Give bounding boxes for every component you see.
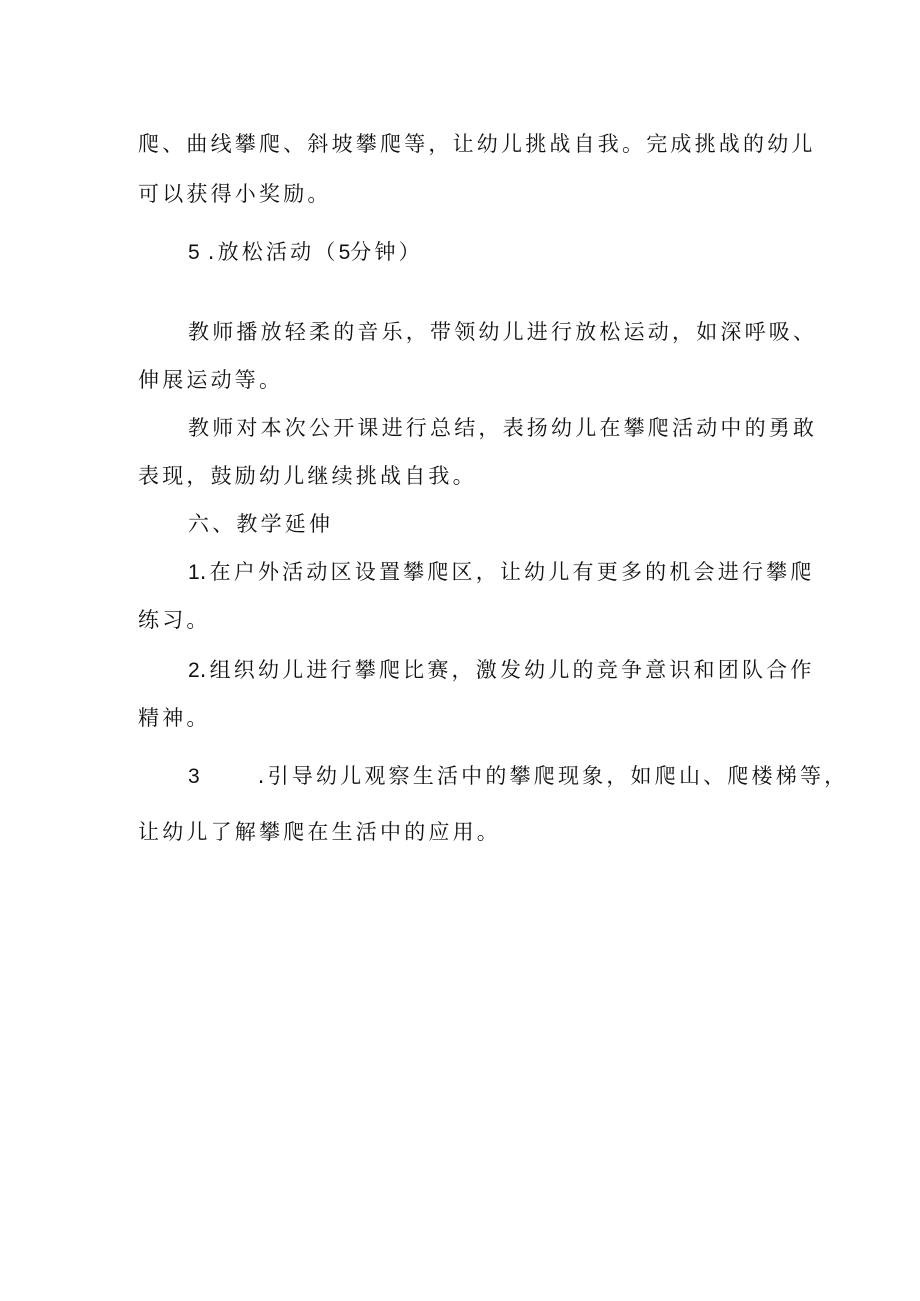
item-3-line-2: 让幼儿了解攀爬在生活中的应用。 [138,820,501,844]
section-5-number: 5 [188,241,200,264]
paragraph-2-line-2: 伸展运动等。 [138,368,284,392]
section-5-heading [188,238,848,267]
paragraph-3-line-1: 教师对本次公开课进行总结，表扬幼儿在攀爬活动中的勇敢 [188,416,818,440]
paragraph-1-line-1: 爬、曲线攀爬、斜坡攀爬等，让幼儿挑战自我。完成挑战的幼儿 [138,132,816,156]
paragraph-2-line-1: 教师播放轻柔的音乐，带领幼儿进行放松运动，如深呼吸、 [188,320,818,344]
item-3-number: 3 [188,765,200,788]
section-6-heading: 六、教学延伸 [188,512,334,536]
item-1-text: .在户外活动区设置攀爬区，让幼儿有更多的机会进行攀爬 [199,560,815,584]
item-1-line-2: 练习。 [138,608,211,632]
item-2-line-1 [188,656,848,685]
paragraph-3-line-2: 表现，鼓励幼儿继续挑战自我。 [138,464,477,488]
item-1-line-1 [188,558,848,587]
item-2-line-2: 精神。 [138,706,211,730]
paragraph-1-line-2: 可以获得小奖励。 [138,182,332,206]
section-5-title: .放松活动（ [207,240,339,264]
item-3-text: .引导幼儿观察生活中的攀爬现象，如爬山、爬楼梯等， [257,764,849,788]
item-2-number: 2 [188,659,200,682]
item-1-number: 1 [188,561,200,584]
item-2-text: .组织幼儿进行攀爬比赛，激发幼儿的竞争意识和团队合作 [199,658,815,682]
item-3-line-1 [188,762,848,791]
section-5-duration-unit: 分钟） [350,240,423,264]
section-5-duration-number: 5 [338,241,351,264]
